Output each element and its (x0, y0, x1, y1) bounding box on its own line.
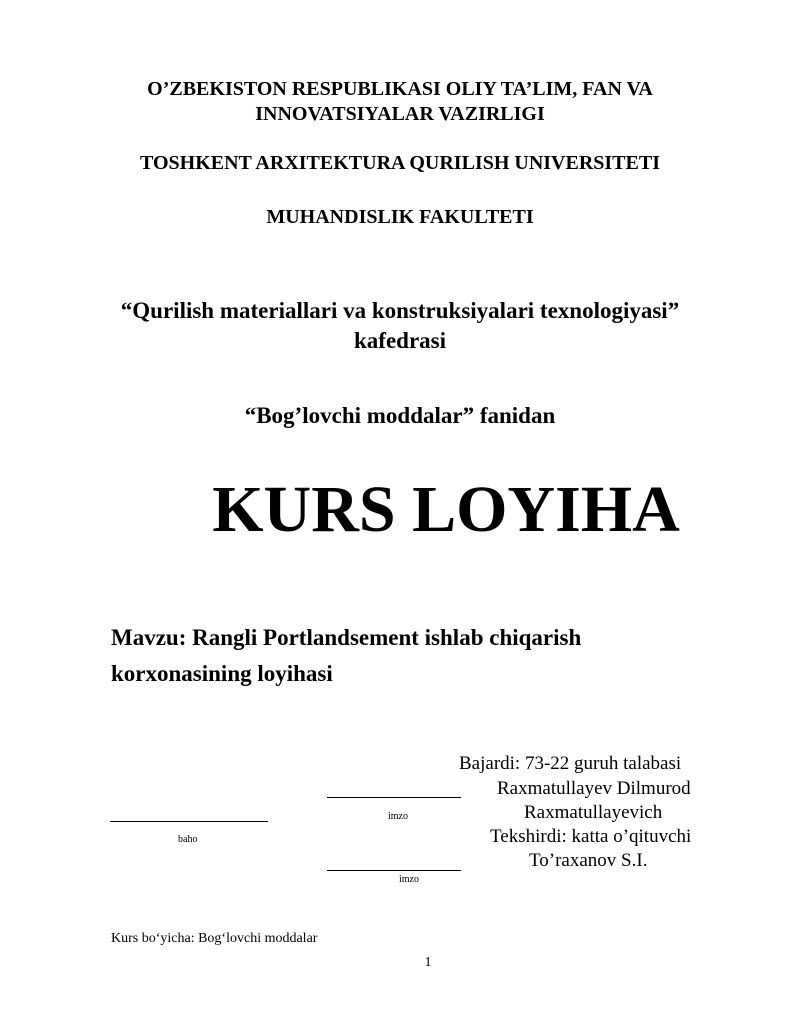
topic-line-2: korxonasining loyihasi (111, 661, 333, 686)
department-name (0, 296, 800, 356)
ministry-title (0, 77, 800, 127)
teacher-signature-line (327, 870, 461, 871)
ministry-line-2: INNOVATSIYALAR VAZIRLIGI (255, 103, 545, 125)
department-line-2: kafedrasi (354, 328, 446, 353)
document-type-heading: KURS LOYIHA (212, 473, 680, 546)
subject-name: “Bog’lovchi moddalar” fanidan (244, 403, 556, 428)
checked-by-label: Tekshirdi: katta o’qituvchi (490, 826, 692, 847)
performed-by-label: Bajardi: 73-22 guruh talabasi (459, 753, 682, 774)
grade-line (110, 821, 268, 822)
student-name-line-1: Raxmatullayev Dilmurod (497, 778, 691, 799)
topic (111, 620, 731, 692)
faculty-name: MUHANDISLIK FAKULTETI (266, 206, 534, 228)
department-line-1: “Qurilish materiallari va konstruksiyalari texnologiyasi” (120, 298, 680, 323)
university-name: TOSHKENT ARXITEKTURA QURILISH UNIVERSITETI (140, 152, 660, 174)
teacher-name: To’raxanov S.I. (529, 850, 648, 871)
ministry-line-1: O’ZBEKISTON RESPUBLIKASI OLIY TA’LIM, FAN VA (147, 78, 653, 100)
grade-label: baho (178, 834, 198, 845)
page-number: 1 (424, 955, 432, 970)
footer-course-text: Kurs bo‘yicha: Bog‘lovchi moddalar (111, 931, 318, 946)
student-signature-label: imzo (388, 811, 408, 822)
student-signature-line (327, 797, 461, 798)
student-name-line-2: Raxmatullayevich (524, 802, 663, 823)
topic-line-1: Mavzu: Rangli Portlandsement ishlab chiqarish (111, 625, 582, 650)
teacher-signature-label: imzo (399, 874, 419, 885)
